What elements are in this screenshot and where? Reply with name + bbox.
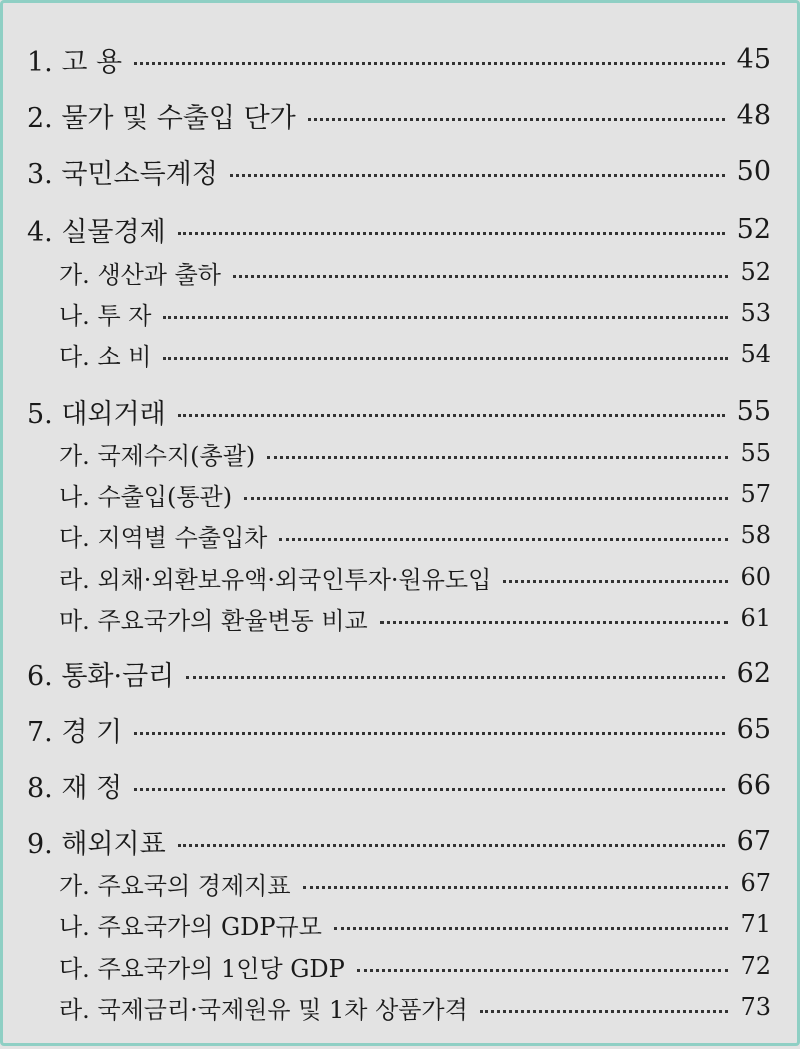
toc-page-number: 55	[740, 439, 771, 467]
toc-entry-label: 다. 소 비	[59, 342, 152, 371]
toc-entry-gdp-per-capita[interactable]	[3, 948, 800, 984]
toc-entry-gdp-size[interactable]	[3, 906, 800, 942]
toc-entry-label: 라. 국제금리·국제원유 및 1차 상품가격	[59, 995, 468, 1024]
dot-leader	[480, 1010, 729, 1013]
dot-leader	[503, 580, 728, 583]
dot-leader	[163, 316, 728, 319]
dot-leader	[178, 414, 725, 417]
toc-page-number: 57	[740, 480, 771, 508]
toc-entry-label: 나. 투 자	[59, 301, 152, 330]
toc-page-number: 55	[736, 395, 771, 427]
toc-entry-exchange-rates[interactable]	[3, 600, 800, 636]
toc-entry-real-economy[interactable]	[3, 209, 800, 249]
toc-entry-major-country-indicators[interactable]	[3, 865, 800, 901]
toc-entry-label: 2. 물가 및 수출입 단가	[27, 102, 296, 134]
toc-page-number: 60	[740, 563, 771, 591]
toc-page-number: 65	[736, 713, 771, 745]
table-of-contents	[3, 3, 800, 1049]
toc-entry-label: 1. 고 용	[27, 46, 123, 78]
toc-page-number: 72	[740, 952, 771, 980]
toc-page-number: 73	[740, 993, 771, 1021]
toc-entry-national-accounts[interactable]	[3, 151, 800, 191]
toc-entry-label: 7. 경 기	[27, 716, 123, 748]
toc-page-number: 52	[736, 213, 771, 245]
dot-leader	[279, 538, 728, 541]
toc-entry-label: 나. 수출입(통관)	[59, 482, 233, 511]
toc-entry-label: 6. 통화·금리	[27, 660, 175, 692]
toc-page-number: 54	[740, 340, 771, 368]
toc-page-number: 45	[736, 43, 771, 75]
toc-page-number: 62	[736, 657, 771, 689]
dot-leader	[134, 788, 725, 791]
dot-leader	[357, 969, 729, 972]
toc-page-number: 66	[736, 769, 771, 801]
dot-leader	[134, 732, 725, 735]
toc-entry-label: 가. 주요국의 경제지표	[59, 871, 291, 900]
toc-page-number: 67	[736, 825, 771, 857]
dot-leader	[230, 174, 725, 177]
dot-leader	[134, 62, 725, 65]
toc-entry-customs-trade[interactable]	[3, 476, 800, 512]
toc-page-number: 48	[736, 99, 771, 131]
toc-entry-label: 가. 국제수지(총괄)	[59, 441, 256, 470]
toc-page-number: 67	[740, 869, 771, 897]
dot-leader	[308, 118, 725, 121]
toc-entry-overseas-indicators[interactable]	[3, 821, 800, 861]
toc-page-number: 52	[740, 258, 771, 286]
toc-entry-label: 4. 실물경제	[27, 216, 166, 248]
toc-entry-label: 마. 주요국가의 환율변동 비교	[59, 606, 368, 635]
dot-leader	[267, 456, 728, 459]
toc-entry-employment[interactable]	[3, 39, 800, 79]
toc-page-number: 50	[736, 155, 771, 187]
dot-leader	[178, 844, 725, 847]
toc-entry-consumption[interactable]	[3, 336, 800, 372]
dot-leader	[163, 357, 728, 360]
toc-page-number: 58	[740, 521, 771, 549]
toc-page-number: 61	[740, 604, 771, 632]
toc-entry-label: 다. 주요국가의 1인당 GDP	[59, 954, 345, 983]
dot-leader	[334, 927, 729, 930]
dot-leader	[303, 886, 729, 889]
toc-entry-label: 가. 생산과 출하	[59, 260, 221, 289]
toc-entry-label: 5. 대외거래	[27, 398, 166, 430]
toc-entry-label: 라. 외채·외환보유액·외국인투자·원유도입	[59, 565, 492, 594]
toc-entry-business-cycle[interactable]	[3, 709, 800, 749]
toc-entry-public-finance[interactable]	[3, 765, 800, 805]
dot-leader	[178, 232, 725, 235]
toc-entry-prices[interactable]	[3, 95, 800, 135]
dot-leader	[244, 497, 728, 500]
toc-entry-production[interactable]	[3, 254, 800, 290]
toc-entry-money-interest[interactable]	[3, 653, 800, 693]
toc-entry-label: 9. 해외지표	[27, 828, 166, 860]
dot-leader	[186, 676, 724, 679]
toc-entry-balance-of-payments[interactable]	[3, 435, 800, 471]
dot-leader	[380, 621, 729, 624]
toc-entry-regional-trade-balance[interactable]	[3, 517, 800, 553]
toc-entry-label: 다. 지역별 수출입차	[59, 523, 268, 552]
toc-page-number: 53	[740, 299, 771, 327]
toc-entry-label: 8. 재 정	[27, 772, 123, 804]
toc-page-number: 71	[740, 910, 771, 938]
toc-entry-label: 3. 국민소득계정	[27, 158, 218, 190]
toc-entry-external-debt[interactable]	[3, 559, 800, 595]
toc-entry-investment[interactable]	[3, 295, 800, 331]
toc-entry-label: 나. 주요국가의 GDP규모	[59, 912, 322, 941]
dot-leader	[233, 275, 728, 278]
toc-entry-external-trade[interactable]	[3, 391, 800, 431]
toc-entry-commodity-prices[interactable]	[3, 989, 800, 1025]
